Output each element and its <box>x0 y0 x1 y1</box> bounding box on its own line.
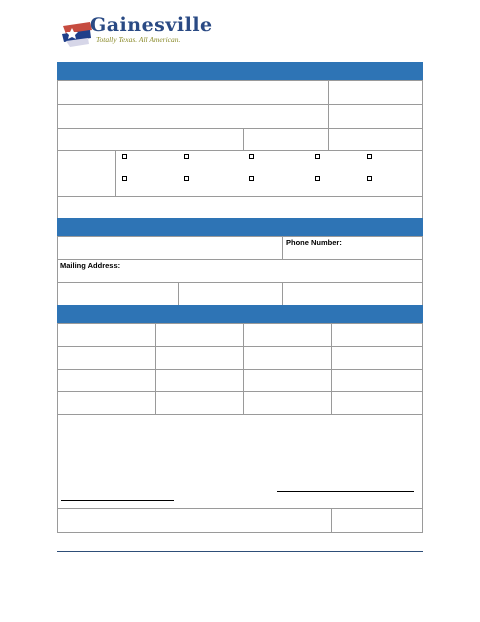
column-divider <box>328 128 329 150</box>
column-divider <box>243 323 244 414</box>
checkbox[interactable] <box>367 154 372 159</box>
form-row <box>57 80 423 104</box>
logo-title: Gainesville <box>90 14 213 36</box>
checkbox[interactable] <box>184 154 189 159</box>
column-divider <box>331 508 332 533</box>
column-divider <box>282 282 283 305</box>
table-row <box>57 391 423 414</box>
table-row <box>57 346 423 369</box>
form-row <box>57 104 423 128</box>
phone-number-label: Phone Number: <box>286 238 342 247</box>
checkbox[interactable] <box>184 176 189 181</box>
footer-rule <box>57 551 423 552</box>
checkbox[interactable] <box>249 176 254 181</box>
checkbox[interactable] <box>249 154 254 159</box>
form-row <box>57 282 423 305</box>
column-divider <box>282 236 283 259</box>
checkbox[interactable] <box>122 154 127 159</box>
logo-tagline: Totally Texas. All American. <box>96 35 181 44</box>
mailing-address-label: Mailing Address: <box>60 261 121 270</box>
form-row <box>57 128 423 150</box>
table-row <box>57 323 423 346</box>
section-header-bar <box>57 218 423 236</box>
column-divider <box>178 282 179 305</box>
column-divider <box>115 150 116 196</box>
form-row <box>57 196 423 218</box>
signature-section <box>57 414 423 508</box>
signature-line[interactable] <box>61 500 174 501</box>
date-line[interactable] <box>277 491 414 492</box>
section-header-bar <box>57 305 423 323</box>
checkbox[interactable] <box>315 154 320 159</box>
column-divider <box>243 128 244 150</box>
form-row <box>57 508 423 533</box>
column-divider <box>331 323 332 414</box>
checkbox[interactable] <box>367 176 372 181</box>
section-header-bar <box>57 62 423 80</box>
checkbox[interactable] <box>122 176 127 181</box>
column-divider <box>155 323 156 414</box>
table-row <box>57 369 423 391</box>
form-row <box>57 236 423 259</box>
checkbox[interactable] <box>315 176 320 181</box>
